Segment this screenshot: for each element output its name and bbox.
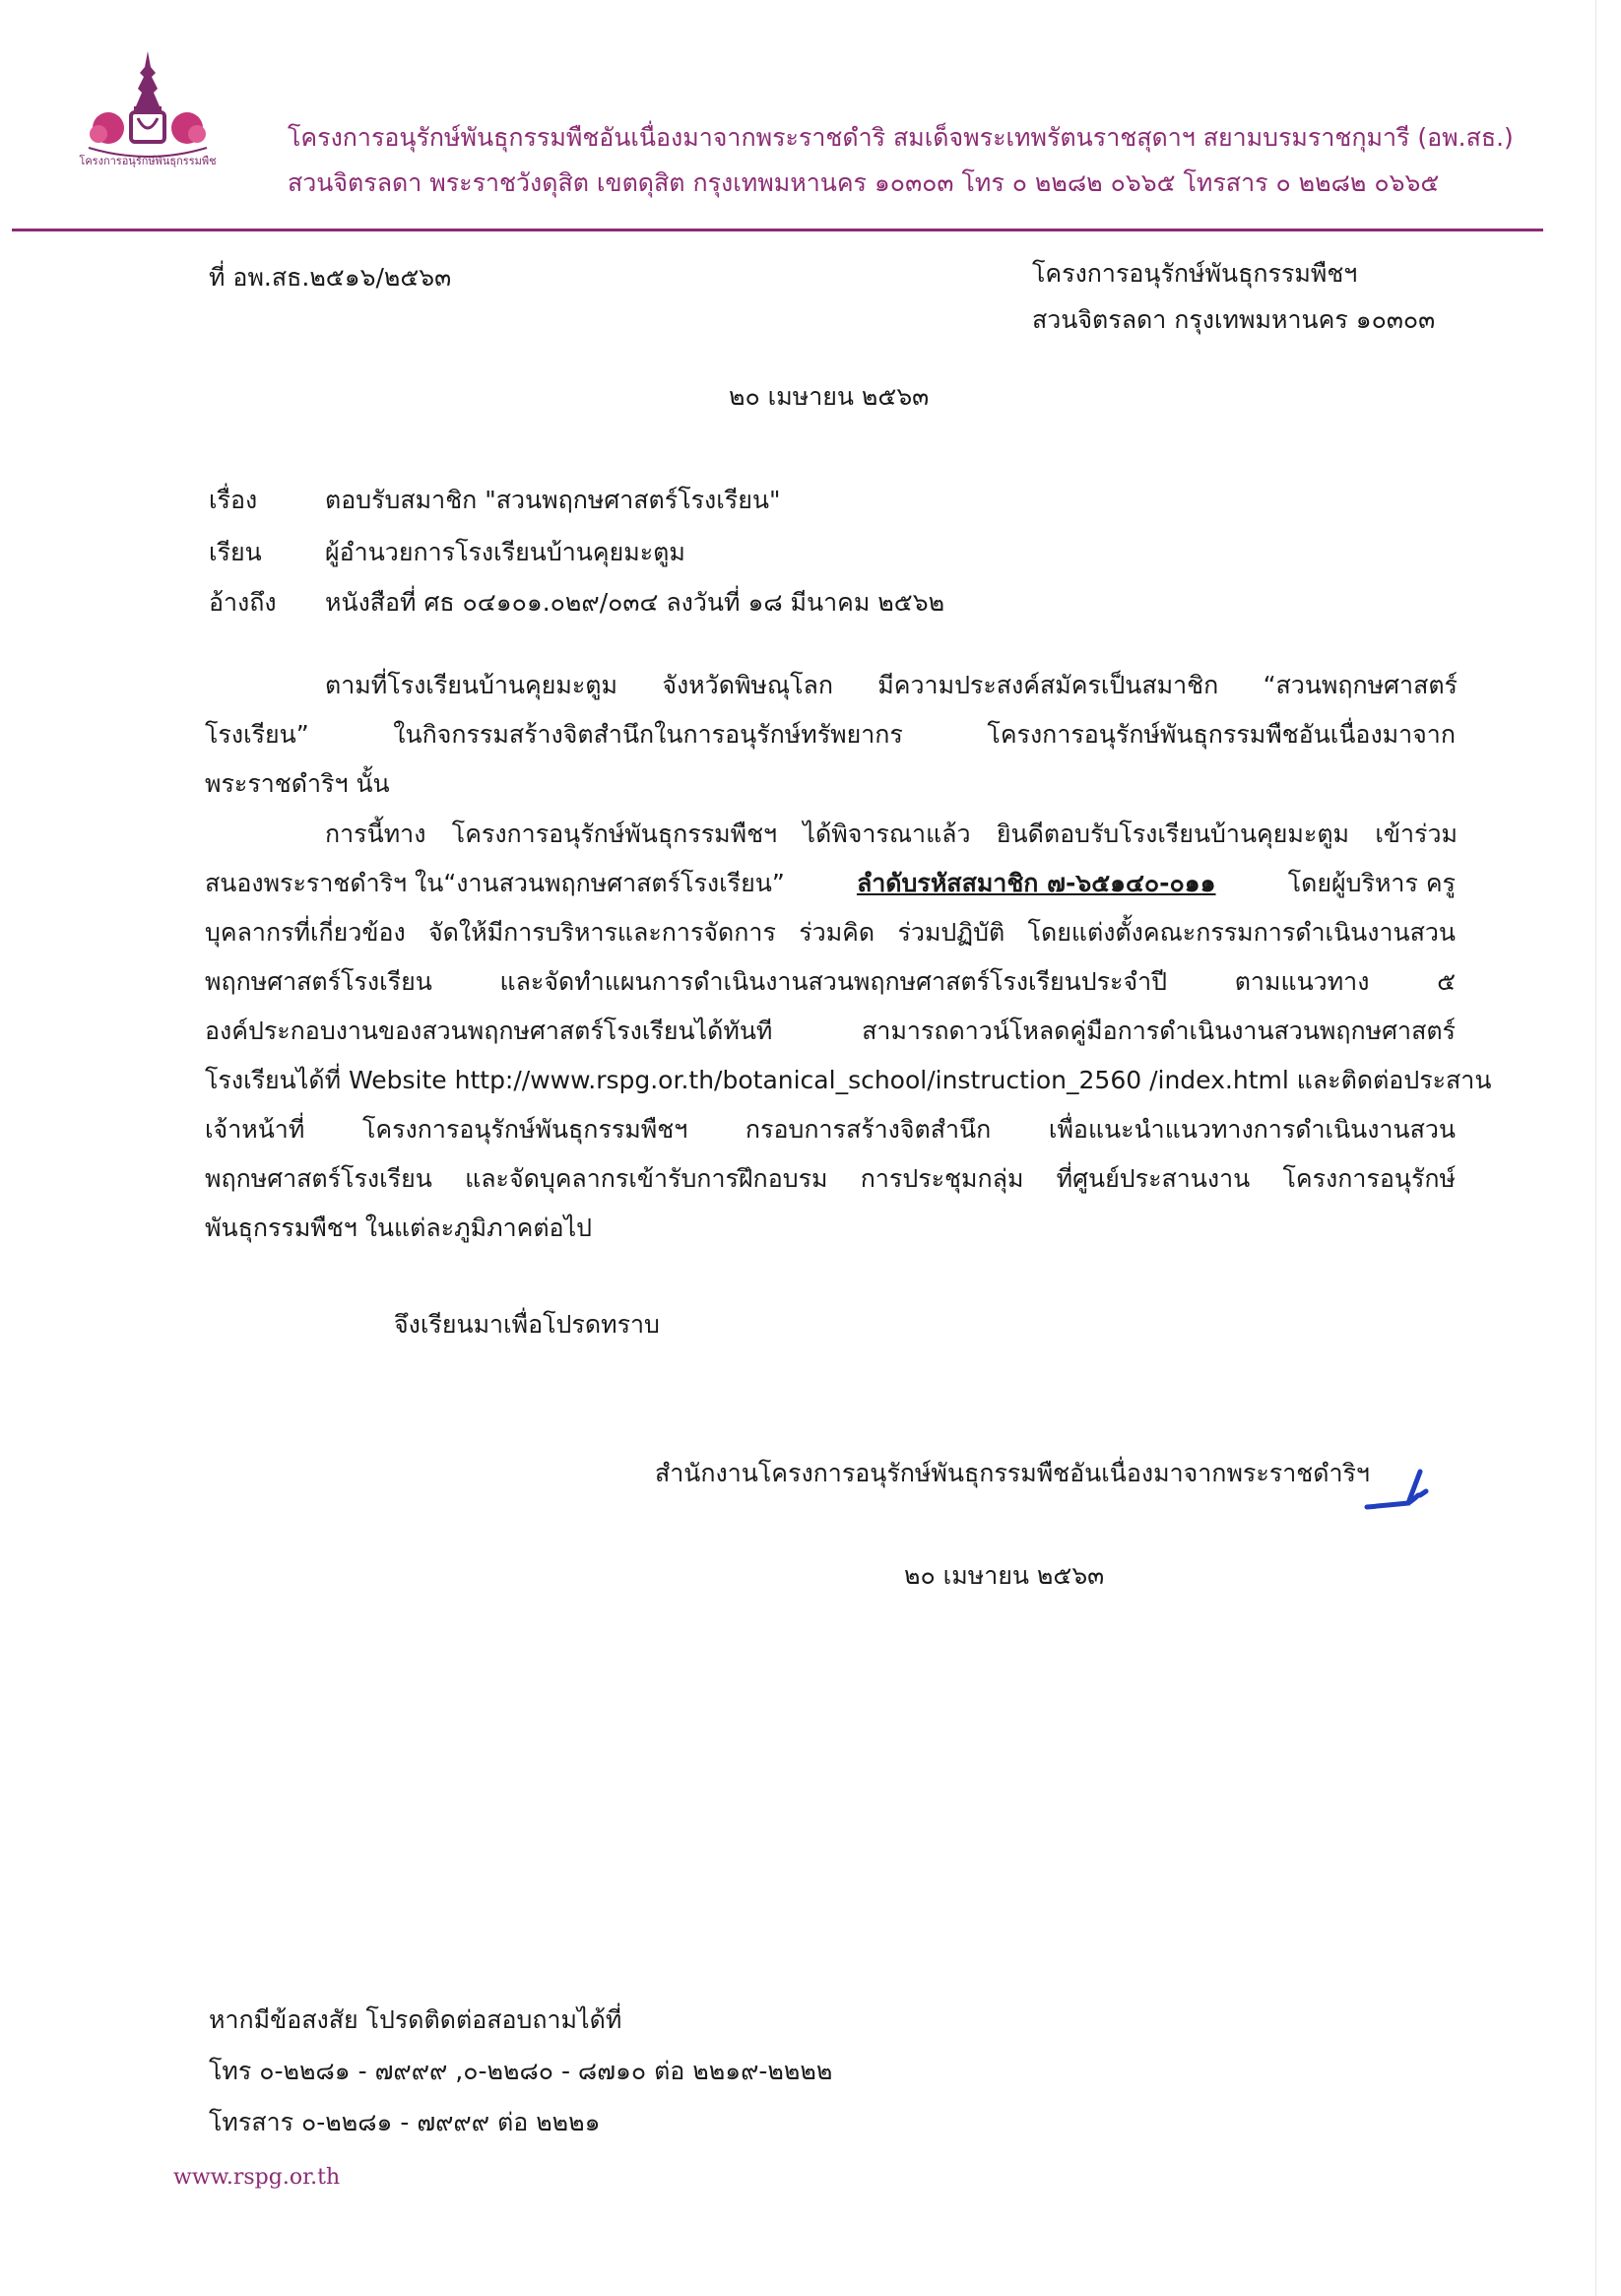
paragraph-1-line [205,715,1456,754]
contact-phone: โทร ๐-๒๒๘๑ - ๗๙๙๙ ,๐-๒๒๘๐ - ๘๗๑๐ ต่อ ๒๒๑๙-๒๒๒๒ [209,2057,833,2085]
paragraph-2-line-2 [205,864,1456,903]
letter-date: ๒๐ เมษายน ๒๕๖๓ [729,382,930,411]
closing-text: จึงเรียนมาเพื่อโปรดทราบ [394,1310,660,1339]
signature-icon [1359,1466,1438,1515]
paragraph-2-line-8: พฤกษศาสตร์โรงเรียน และจัดบุคลากรเข้ารับการฝึกอบรม การประชุมกลุ่ม ที่ศูนย์ประสานงาน โครงการอนุรักษ์ [205,1164,1456,1193]
signatory: สำนักงานโครงการอนุรักษ์พันธุกรรมพืชอันเนื่องมาจากพระราชดำริฯ [655,1459,1370,1487]
sender-name: โครงการอนุรักษ์พันธุกรรมพืชฯ [1032,259,1358,288]
contact-intro: หากมีข้อสงสัย โปรดติดต่อสอบถามได้ที่ [209,2005,622,2034]
paragraph-2-line-7: เจ้าหน้าที่ โครงการอนุรักษ์พันธุกรรมพืชฯ กรอบการสร้างจิตสำนึก เพื่อแนะนำแนวทางการดำเนินงานสวน [205,1115,1456,1144]
paragraph-2-line [205,1159,1456,1199]
paragraph-1-line-2: โรงเรียน” ในกิจกรรมสร้างจิตสำนึกในการอนุรักษ์ทรัพยากร โครงการอนุรักษ์พันธุกรรมพืชอันเนื่องมาจาก [205,720,1456,749]
paragraph-2-line-5: องค์ประกอบงานของสวนพฤกษศาสตร์โรงเรียนได้ทันที สามารถดาวน์โหลดคู่มือการดำเนินงานสวนพฤกษศาสตร์ [205,1017,1456,1045]
header-title: โครงการอนุรักษ์พันธุกรรมพืชอันเนื่องมาจากพระราชดำริ สมเด็จพระเทพรัตนราชสุดาฯ สยามบรมราชกุมารี (อพ.สธ.) [288,123,1514,152]
paragraph-2-line [325,815,1458,854]
contact-fax: โทรสาร ๐-๒๒๘๑ - ๗๙๙๙ ต่อ ๒๒๒๑ [209,2108,601,2136]
paragraph-2-line [205,962,1456,1002]
paragraph-2-line-2-start: สนองพระราชดำริฯ ใน“งานสวนพฤกษศาสตร์โรงเรียน” [205,869,785,897]
paragraph-2-line-2-end: โดยผู้บริหาร ครู [1287,869,1456,897]
paragraph-2-line-4: พฤกษศาสตร์โรงเรียน และจัดทำแผนการดำเนินงานสวนพฤกษศาสตร์โรงเรียนประจำปี ตามแนวทาง ๕ [205,967,1456,996]
paragraph-2-line-1: การนี้ทาง โครงการอนุรักษ์พันธุกรรมพืชฯ ได้พิจารณาแล้ว ยินดีตอบรับโรงเรียนบ้านคุยมะตูม เข้าร่วม [325,820,1458,848]
recipient-text: ผู้อำนวยการโรงเรียนบ้านคุยมะตูม [325,538,685,566]
paragraph-2-line [205,1012,1456,1051]
subject-label: เรื่อง [209,486,258,514]
rspg-logo [69,49,227,172]
website-link[interactable]: www.rspg.or.th [173,2165,341,2190]
paragraph-1-line [325,666,1458,705]
page-edge-line [1595,0,1596,2296]
logo-caption: โครงการอนุรักษ์พันธุกรรมพืช [79,155,217,167]
paragraph-2-line [205,1110,1456,1149]
reference-label: อ้างถึง [209,588,277,617]
subject-text: ตอบรับสมาชิก "สวนพฤกษศาสตร์โรงเรียน" [325,486,781,514]
signature-mark [1359,1466,1438,1515]
recipient-label: เรียน [209,538,262,566]
paragraph-2-line [205,1061,1492,1100]
paragraph-2-line-6-website: โรงเรียนได้ที่ Website http://www.rspg.or.th/botanical_school/instruction_2560 /index.html และติดต่อประสาน [205,1066,1492,1094]
paragraph-2-line-9: พันธุกรรมพืชฯ ในแต่ละภูมิภาคต่อไป [205,1214,593,1242]
reference-number: ที่ อพ.สธ.๒๕๑๖/๒๕๖๓ [209,263,452,292]
paragraph-2-line [205,913,1456,952]
paragraph-2-line-3: บุคลากรที่เกี่ยวข้อง จัดให้มีการบริหารและการจัดการ ร่วมคิด ร่วมปฏิบัติ โดยแต่งตั้งคณะกรรมการดำเนินงานสวน [205,918,1456,947]
member-code: ลำดับรหัสสมาชิก ๗-๖๕๑๔๐-๐๑๑ [856,869,1216,897]
reference-text: หนังสือที่ ศธ ๐๔๑๐๑.๐๒๙/๐๓๔ ลงวันที่ ๑๘ มีนาคม ๒๕๖๒ [325,588,945,617]
header-divider [12,229,1543,231]
paragraph-1-line-1: ตามที่โรงเรียนบ้านคุยมะตูม จังหวัดพิษณุโลก มีความประสงค์สมัครเป็นสมาชิก “สวนพฤกษศาสตร์ [325,671,1458,699]
sender-address: สวนจิตรลดา กรุงเทพมหานคร ๑๐๓๐๓ [1032,305,1436,334]
paragraph-1-line-3: พระราชดำริฯ นั้น [205,769,390,798]
signature-date: ๒๐ เมษายน ๒๕๖๓ [904,1561,1105,1590]
header-address: สวนจิตรลดา พระราชวังดุสิต เขตดุสิต กรุงเทพมหานคร ๑๐๓๐๓ โทร ๐ ๒๒๘๒ ๐๖๖๕ โทรสาร ๐ ๒๒๘๒ ๐๖๖๕ [288,168,1440,197]
